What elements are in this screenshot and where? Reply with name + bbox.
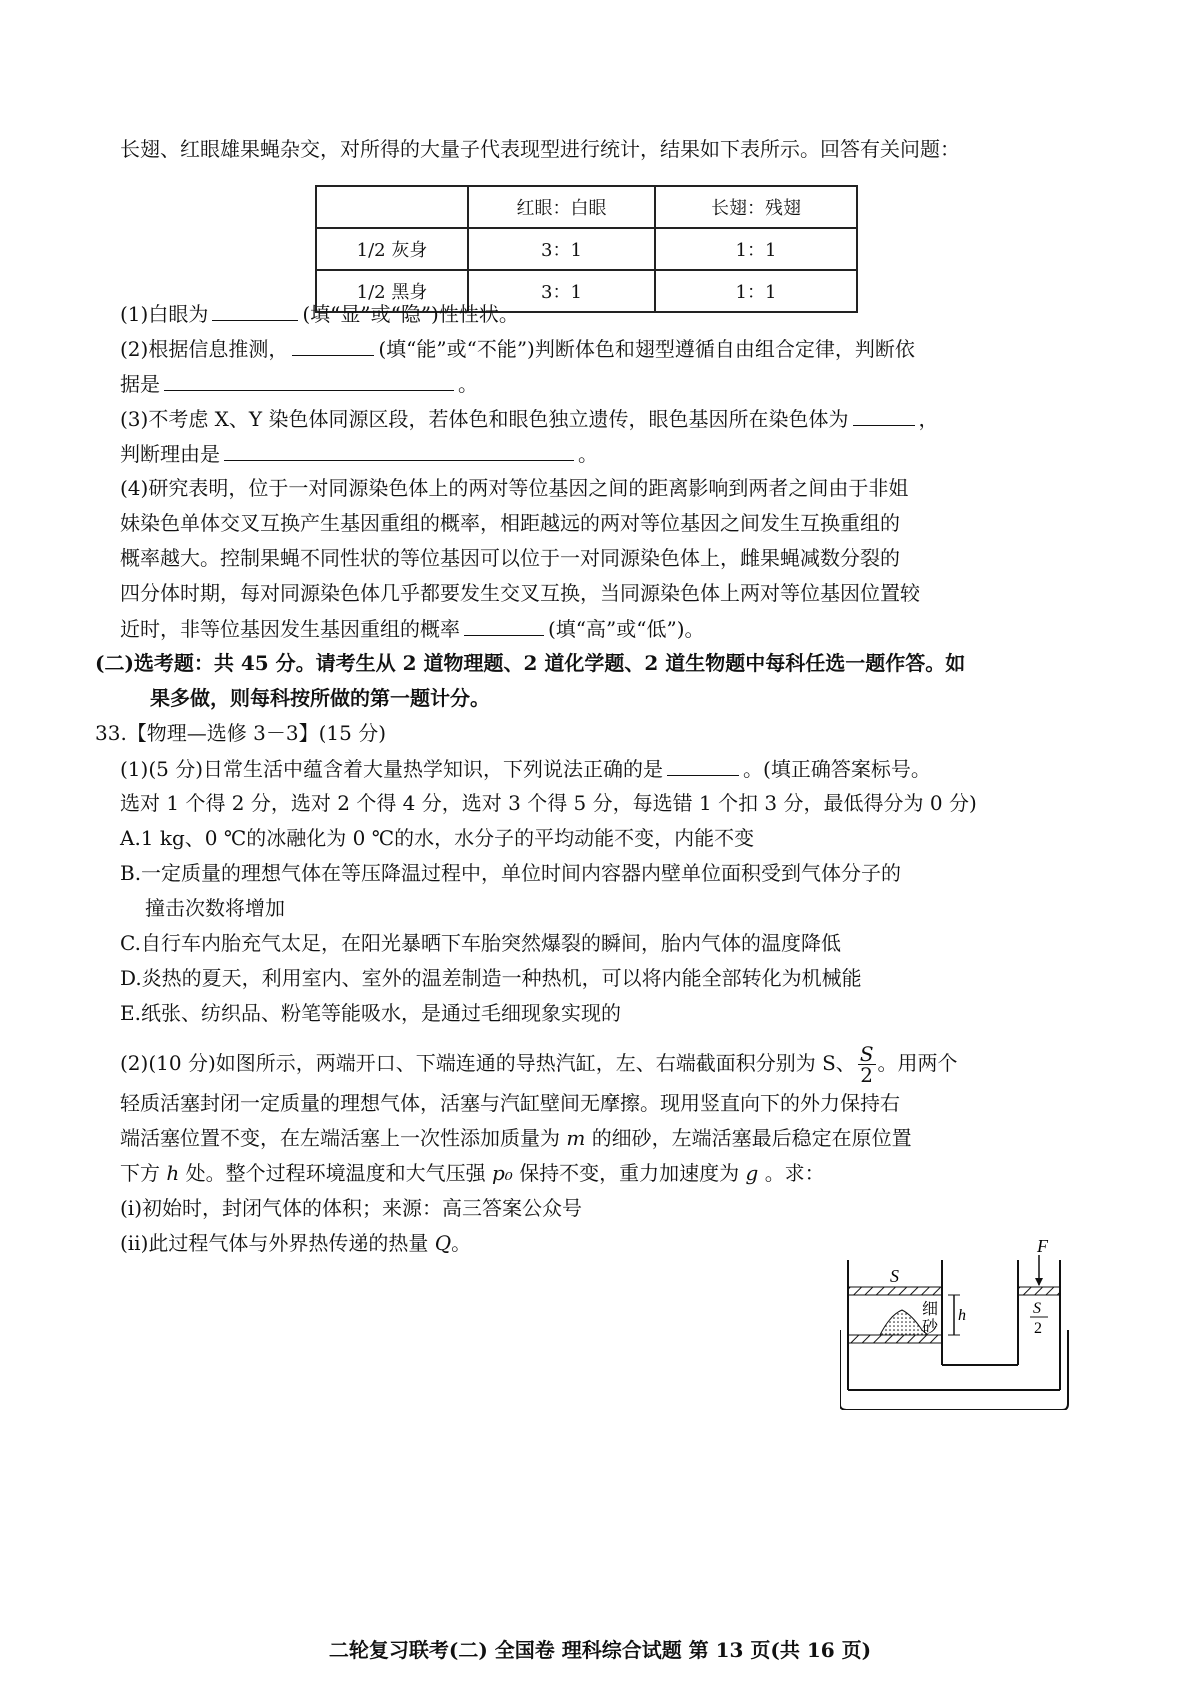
right-piston bbox=[1018, 1287, 1060, 1295]
q2-line2-pre: 据是 bbox=[120, 372, 160, 396]
option-b: B.一定质量的理想气体在等压降温过程中，单位时间内容器内壁单位面积受到气体分子的 bbox=[120, 861, 902, 885]
table-cell: 3：1 bbox=[468, 228, 655, 270]
q2-text-pre: (2)根据信息推测， bbox=[120, 337, 289, 361]
sand-pile bbox=[880, 1310, 928, 1335]
q2-line2-post: 。 bbox=[458, 372, 478, 396]
table-cell: 1：1 bbox=[655, 228, 857, 270]
label-right-num: S bbox=[1033, 1300, 1041, 1317]
q33-part1-pre: (1)(5 分)日常生活中蕴含着大量热学知识，下列说法正确的是 bbox=[120, 757, 664, 781]
var-q: Q bbox=[434, 1231, 452, 1255]
q3-answer-blank[interactable] bbox=[853, 405, 915, 426]
option-e: E.纸张、纺织品、粉笔等能吸水，是通过毛细现象实现的 bbox=[120, 1001, 621, 1025]
var-g: g bbox=[745, 1161, 759, 1185]
q4-answer-blank[interactable] bbox=[464, 615, 544, 636]
label-h: h bbox=[958, 1307, 966, 1324]
left-piston-bottom bbox=[848, 1335, 942, 1343]
intro-text: 长翅、红眼雄果蝇杂交，对所得的大量子代表现型进行统计，结果如下表所示。回答有关问题： bbox=[120, 137, 960, 161]
table-cell: 1/2 黑身 bbox=[316, 270, 468, 312]
label-f: F bbox=[1037, 1240, 1048, 1256]
q33-part2-line: 轻质活塞封闭一定质量的理想气体，活塞与汽缸壁间无摩擦。现用竖直向下的外力保持右 bbox=[120, 1091, 900, 1115]
q2-text-post: (填“能”或“不能”)判断体色和翅型遵循自由组合定律，判断依 bbox=[378, 337, 915, 361]
q4-line: (4)研究表明，位于一对同源染色体上的两对等位基因之间的距离影响到两者之间由于非姐 bbox=[120, 476, 909, 500]
table-header-cell: 长翅：残翅 bbox=[655, 186, 857, 228]
q1-answer-blank[interactable] bbox=[212, 300, 298, 321]
q33-part1-post: 。(填正确答案标号。 bbox=[743, 757, 931, 781]
section-2-heading: (二)选考题：共 45 分。请考生从 2 道物理题、2 道化学题、2 道生物题中每科任选一题作答。如 bbox=[95, 651, 966, 675]
left-piston-top bbox=[848, 1287, 942, 1295]
var-h: h bbox=[166, 1161, 180, 1185]
label-sand-1: 细 bbox=[922, 1301, 939, 1318]
q33-part2-post: 。用两个 bbox=[877, 1051, 958, 1075]
table-header-row bbox=[316, 186, 857, 228]
q4-line: 概率越大。控制果蝇不同性状的等位基因可以位于一对同源染色体上，雌果蝇减数分裂的 bbox=[120, 546, 900, 570]
sub-question-i: (ⅰ)初始时，封闭气体的体积；来源：高三答案公众号 bbox=[120, 1196, 583, 1220]
q33-part1-line2: 选对 1 个得 2 分，选对 2 个得 4 分，选对 3 个得 5 分，每选错 1 个扣 3 分，最低得分为 0 分) bbox=[120, 791, 977, 815]
q33-part2-pre: (2)(10 分)如图所示，两端开口、下端连通的导热汽缸，左、右端截面积分别为 S、 bbox=[120, 1051, 856, 1075]
page-footer: 二轮复习联考(二) 全国卷 理科综合试题 第 13 页(共 16 页) bbox=[328, 1638, 872, 1662]
question-2-line-2 bbox=[120, 370, 478, 397]
var-m: m bbox=[566, 1126, 586, 1150]
question-2 bbox=[120, 335, 915, 362]
question-3 bbox=[120, 405, 939, 432]
var-p0: p₀ bbox=[491, 1161, 513, 1185]
q33-part2-line: 端活塞位置不变，在左端活塞上一次性添加质量为 m 的细砂，左端活塞最后稳定在原位置 bbox=[120, 1126, 912, 1150]
sub-question-ii: (ⅱ)此过程气体与外界热传递的热量 Q。 bbox=[120, 1231, 472, 1255]
fraction-s-over-2: $\frac{S}{2}$ bbox=[859, 1042, 874, 1087]
q3-text-post: ， bbox=[918, 407, 939, 431]
q4-last-post: (填“高”或“低”)。 bbox=[548, 617, 705, 641]
q3-text-pre: (3)不考虑 X、Y 染色体同源区段，若体色和眼色独立遗传，眼色基因所在染色体为 bbox=[120, 407, 849, 431]
question-1 bbox=[120, 300, 519, 327]
q3-line2-pre: 判断理由是 bbox=[120, 442, 220, 466]
q4-line: 四分体时期，每对同源染色体几乎都要发生交叉互换，当同源染色体上两对等位基因位置较 bbox=[120, 581, 920, 605]
q3-line2-post: 。 bbox=[578, 442, 598, 466]
results-table bbox=[315, 185, 858, 313]
table-cell: 1：1 bbox=[655, 270, 857, 312]
q4-line-last bbox=[120, 615, 705, 642]
option-d: D.炎热的夏天，利用室内、室外的温差制造一种热机，可以将内能全部转化为机械能 bbox=[120, 966, 862, 990]
table-cell: 3：1 bbox=[468, 270, 655, 312]
q33-part2 bbox=[120, 1040, 958, 1086]
q1-text-pre: (1)白眼为 bbox=[120, 302, 209, 326]
q4-line: 妹染色单体交叉互换产生基因重组的概率，相距越远的两对等位基因之间发生互换重组的 bbox=[120, 511, 900, 535]
table-cell: 1/2 灰身 bbox=[316, 228, 468, 270]
option-a: A.1 kg、0 ℃的冰融化为 0 ℃的水，水分子的平均动能不变，内能不变 bbox=[120, 826, 755, 850]
section-2-heading-line-2: 果多做，则每科按所做的第一题计分。 bbox=[150, 686, 490, 710]
label-s: S bbox=[890, 1266, 899, 1286]
q2-reason-blank[interactable] bbox=[164, 370, 454, 391]
label-right-den: 2 bbox=[1034, 1320, 1042, 1337]
table-header-cell bbox=[316, 186, 468, 228]
q33-part2-line: 下方 h 处。整个过程环境温度和大气压强 p₀ 保持不变，重力加速度为 g 。求： bbox=[120, 1161, 825, 1185]
table-row bbox=[316, 228, 857, 270]
option-c: C.自行车内胎充气太足，在阳光暴晒下车胎突然爆裂的瞬间，胎内气体的温度降低 bbox=[120, 931, 841, 955]
question-3-line-2 bbox=[120, 440, 598, 467]
q3-reason-blank[interactable] bbox=[224, 440, 574, 461]
cylinder-diagram bbox=[840, 1240, 1080, 1410]
table-header-cell: 红眼：白眼 bbox=[468, 186, 655, 228]
q2-answer-blank[interactable] bbox=[292, 335, 374, 356]
label-sand-2: 砂 bbox=[922, 1319, 939, 1336]
q4-last-pre: 近时，非等位基因发生基因重组的概率 bbox=[120, 617, 460, 641]
q33-part1-blank[interactable] bbox=[667, 755, 739, 776]
option-b-cont: 撞击次数将增加 bbox=[145, 896, 285, 920]
q33-title: 33.【物理—选修 3－3】(15 分) bbox=[95, 721, 387, 745]
q33-part1 bbox=[120, 755, 931, 782]
q1-text-post: (填“显”或“隐”)性性状。 bbox=[302, 302, 519, 326]
